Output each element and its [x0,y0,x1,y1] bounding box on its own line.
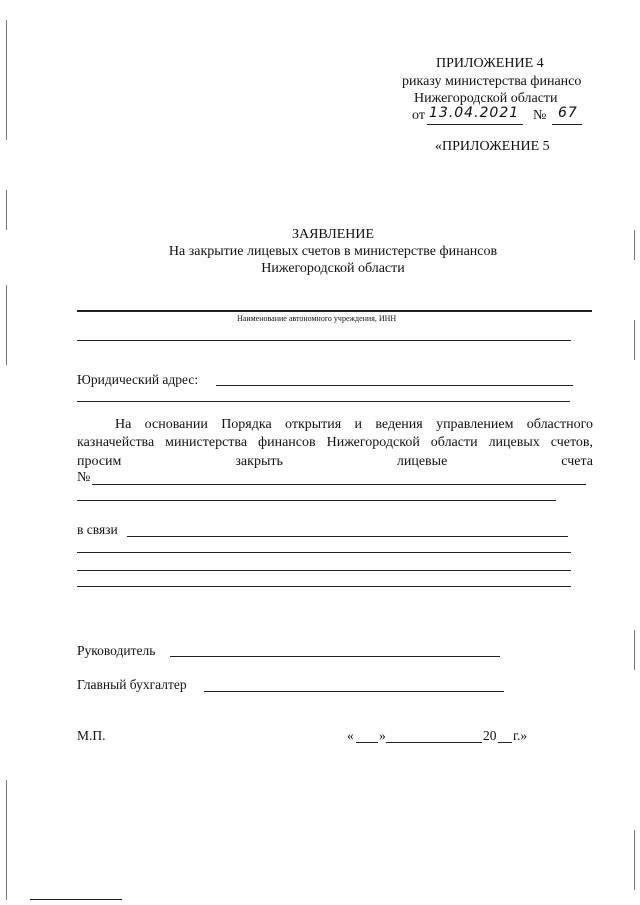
reason-field-4[interactable] [77,586,571,587]
document-title: ЗАЯВЛЕНИЕ [291,227,375,242]
basis-text-line2 [77,435,593,451]
request-word-4: счета [561,454,593,469]
director-label: Руководитель [77,643,156,658]
institution-extra-line [77,340,571,341]
header-line-order: риказу министерства финансо [402,74,582,89]
request-word-3: лицевые [396,454,448,469]
header-date-prefix: от [412,108,425,123]
basis-text-2: казначейства министерства финансов Нижегородской области лицевых счетов, [77,435,593,450]
date-month-field[interactable] [386,742,482,743]
request-word-2: закрыть [235,454,283,469]
date-close-quote: » [379,728,386,743]
handwritten-date: 13.04.2021 [429,105,520,121]
legal-address-label: Юридический адрес: [77,372,199,387]
scan-edge-mark [634,830,635,890]
request-word-1: просим [77,454,122,469]
institution-name-line [77,310,592,312]
reason-field[interactable] [127,536,568,537]
stamp-label: М.П. [77,728,106,743]
chief-accountant-signature-field[interactable] [204,691,504,692]
date-year-field[interactable] [498,742,512,743]
request-line [77,454,593,470]
date-year-prefix: 20 [483,728,497,743]
header-line-region: Нижегородской области [414,91,558,106]
date-day-field[interactable] [356,742,378,743]
legal-address-field[interactable] [216,385,573,386]
scan-edge-mark [6,780,7,900]
institution-caption: Наименование автономного учреждения, ИНН [237,314,397,323]
basis-text-line1 [115,417,593,433]
reason-field-3[interactable] [77,570,571,571]
document-subtitle-line2: Нижегородской области [261,261,405,276]
basis-text-1: На основании Порядка открытия и ведения управлением областного [115,417,593,432]
scan-edge-mark [6,20,7,140]
document-subtitle-line1: На закрытие лицевых счетов в министерстве финансов [168,244,498,259]
appendix-5-heading: «ПРИЛОЖЕНИЕ 5 [435,139,550,154]
date-year-suffix: г.» [513,728,528,743]
account-number-field-2[interactable] [77,500,556,501]
scan-edge-mark [6,190,7,230]
date-underline [427,124,523,125]
appendix-heading: ПРИЛОЖЕНИЕ 4 [436,56,544,71]
director-signature-field[interactable] [170,656,500,657]
scan-edge-mark [634,630,635,670]
account-number-sign: № [77,470,91,485]
legal-address-field-2[interactable] [77,401,570,402]
header-number-sign: № [533,108,547,123]
number-underline [552,124,582,125]
scan-edge-mark [634,320,635,360]
reason-label: в связи [77,522,118,537]
date-open-quote: « [347,728,354,743]
footnote-separator [30,899,122,900]
handwritten-number: 67 [558,105,578,121]
scan-edge-mark [6,285,7,365]
account-number-field[interactable] [92,484,586,485]
chief-accountant-label: Главный бухгалтер [77,677,187,692]
reason-field-2[interactable] [77,552,571,553]
